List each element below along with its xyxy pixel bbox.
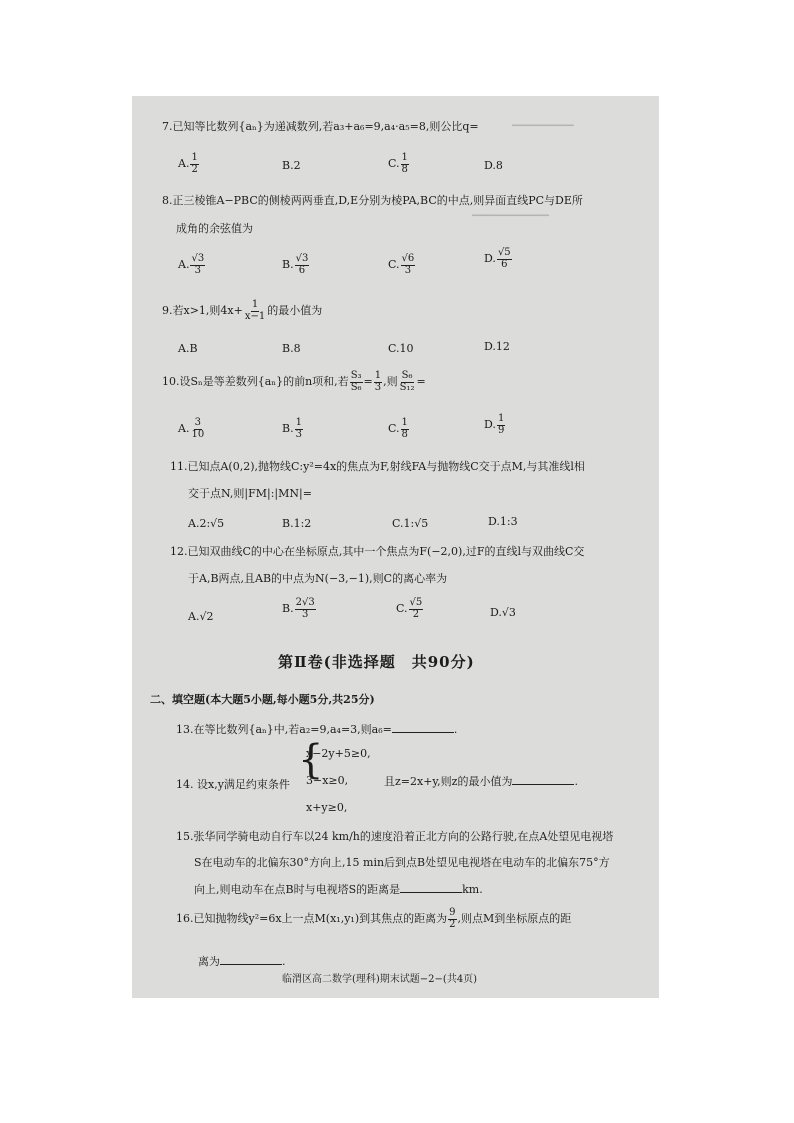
q8-option-d: D. $\frac{√5}{6}$ [484, 247, 511, 270]
q7-option-c: C. $\frac{1}{8}$ [388, 152, 408, 175]
q10-option-b: B. $\frac{1}{3}$ [282, 417, 302, 440]
q12-stem-line2: 于A,B两点,且AB的中点为N(−3,−1),则C的离心率为 [188, 572, 448, 585]
q8-option-c: C. $\frac{√6}{3}$ [388, 253, 415, 276]
q14-stem: 14. 设x,y满足约束条件 [176, 778, 290, 791]
bleed-through-text: ▔▔▔▔▔▔▔▔ [512, 126, 574, 137]
q11-option-c: C.1:√5 [392, 517, 429, 530]
q15-stem-line3: 向上,则电动车在点B时与电视塔S的距离是 km. [194, 883, 483, 896]
constraint-brace: { [298, 737, 324, 783]
q7-option-a: A. $\frac{1}{2}$ [178, 152, 198, 175]
q7-stem: 7.已知等比数列{aₙ}为递减数列,若a₃+a₆=9,a₄·a₅=8,则公比q= [162, 120, 479, 133]
q14-constraint-3: x+y≥0, [306, 801, 348, 814]
q9-stem: 9.若x>1,则4x+ $\frac{1}{x-1}$ 的最小值为 [162, 299, 323, 322]
q14-objective: 且z=2x+y,则z的最小值为 . [384, 775, 578, 788]
q14-constraint-2: 3−x≥0, [306, 774, 349, 787]
q16-stem-line1: 16.已知抛物线y²=6x上一点M(x₁,y₁)到其焦点的距离为 $\frac{9}{2}$ ,则点M到坐标原点的距 [176, 907, 572, 930]
q15-stem-line1: 15.张华同学骑电动自行车以24 km/h的速度沿着正北方向的公路行驶,在点A处望见电视塔 [176, 830, 614, 843]
q14-constraint-1: x−2y+5≥0, [306, 747, 371, 760]
q7-option-d: D.8 [484, 159, 503, 172]
q12-option-b: B. $\frac{2√3}{3}$ [282, 597, 315, 620]
q10-option-d: D. $\frac{1}{9}$ [484, 413, 505, 436]
q11-option-b: B.1:2 [282, 517, 312, 530]
q11-option-d: D.1:3 [488, 515, 518, 528]
q12-option-c: C. $\frac{√5}{2}$ [396, 597, 423, 620]
answer-blank [392, 722, 454, 733]
q9-option-b: B.8 [282, 342, 301, 355]
q12-stem-line1: 12.已知双曲线C的中心在坐标原点,其中一个焦点为F(−2,0),过F的直线l与双曲线C交 [170, 545, 585, 558]
q11-stem-line1: 11.已知点A(0,2),抛物线C:y²=4x的焦点为F,射线FA与抛物线C交于点M,与其准线l相 [170, 460, 585, 473]
q12-option-a: A.√2 [188, 610, 214, 623]
q10-option-a: A. $\frac{3}{10}$ [178, 417, 205, 440]
q10-stem: 10.设Sₙ是等差数列{aₙ}的前n项和,若 $\frac{\text{S₃}}{\text{S₆}}$ = $\frac{1}{3}$ ,则 $\frac{\text{S₆}}{\text{S₁₂}}$ = [162, 370, 426, 393]
q16-stem-line2: 离为 . [198, 955, 286, 968]
q8-option-b: B. $\frac{√3}{6}$ [282, 253, 309, 276]
q8-stem-line1: 8.正三棱锥A−PBC的侧棱两两垂直,D,E分别为棱PA,BC的中点,则异面直线PC与DE所 [162, 194, 583, 207]
section-2-title: 第Ⅱ卷(非选择题 共90分) [278, 653, 475, 671]
q13-stem: 13.在等比数列{aₙ}中,若a₂=9,a₄=3,则a₆= . [176, 723, 458, 736]
q11-option-a: A.2:√5 [188, 517, 225, 530]
q10-option-c: C. $\frac{1}{8}$ [388, 417, 408, 440]
bleed-through-text: ▔▔▔▔▔▔▔▔▔▔ [472, 216, 549, 227]
q7-option-b: B.2 [282, 159, 301, 172]
q9-option-a: A.B [178, 342, 198, 355]
answer-blank [400, 882, 462, 893]
q9-option-d: D.12 [484, 340, 510, 353]
page-footer: 临渭区高二数学(理科)期末试题−2−(共4页) [282, 974, 478, 985]
q12-option-d: D.√3 [490, 606, 516, 619]
q15-stem-line2: S在电动车的北偏东30°方向上,15 min后到点B处望见电视塔在电动车的北偏东75°方 [194, 856, 610, 869]
q11-stem-line2: 交于点N,则|FM|:|MN|= [188, 487, 312, 500]
answer-blank [220, 954, 282, 965]
exam-page-photo [132, 96, 659, 998]
answer-blank [512, 774, 574, 785]
fill-in-heading: 二、填空题(本大题5小题,每小题5分,共25分) [150, 693, 375, 706]
q9-option-c: C.10 [388, 342, 414, 355]
q8-option-a: A. $\frac{√3}{3}$ [178, 253, 205, 276]
q8-stem-line2: 成角的余弦值为 [176, 222, 253, 235]
